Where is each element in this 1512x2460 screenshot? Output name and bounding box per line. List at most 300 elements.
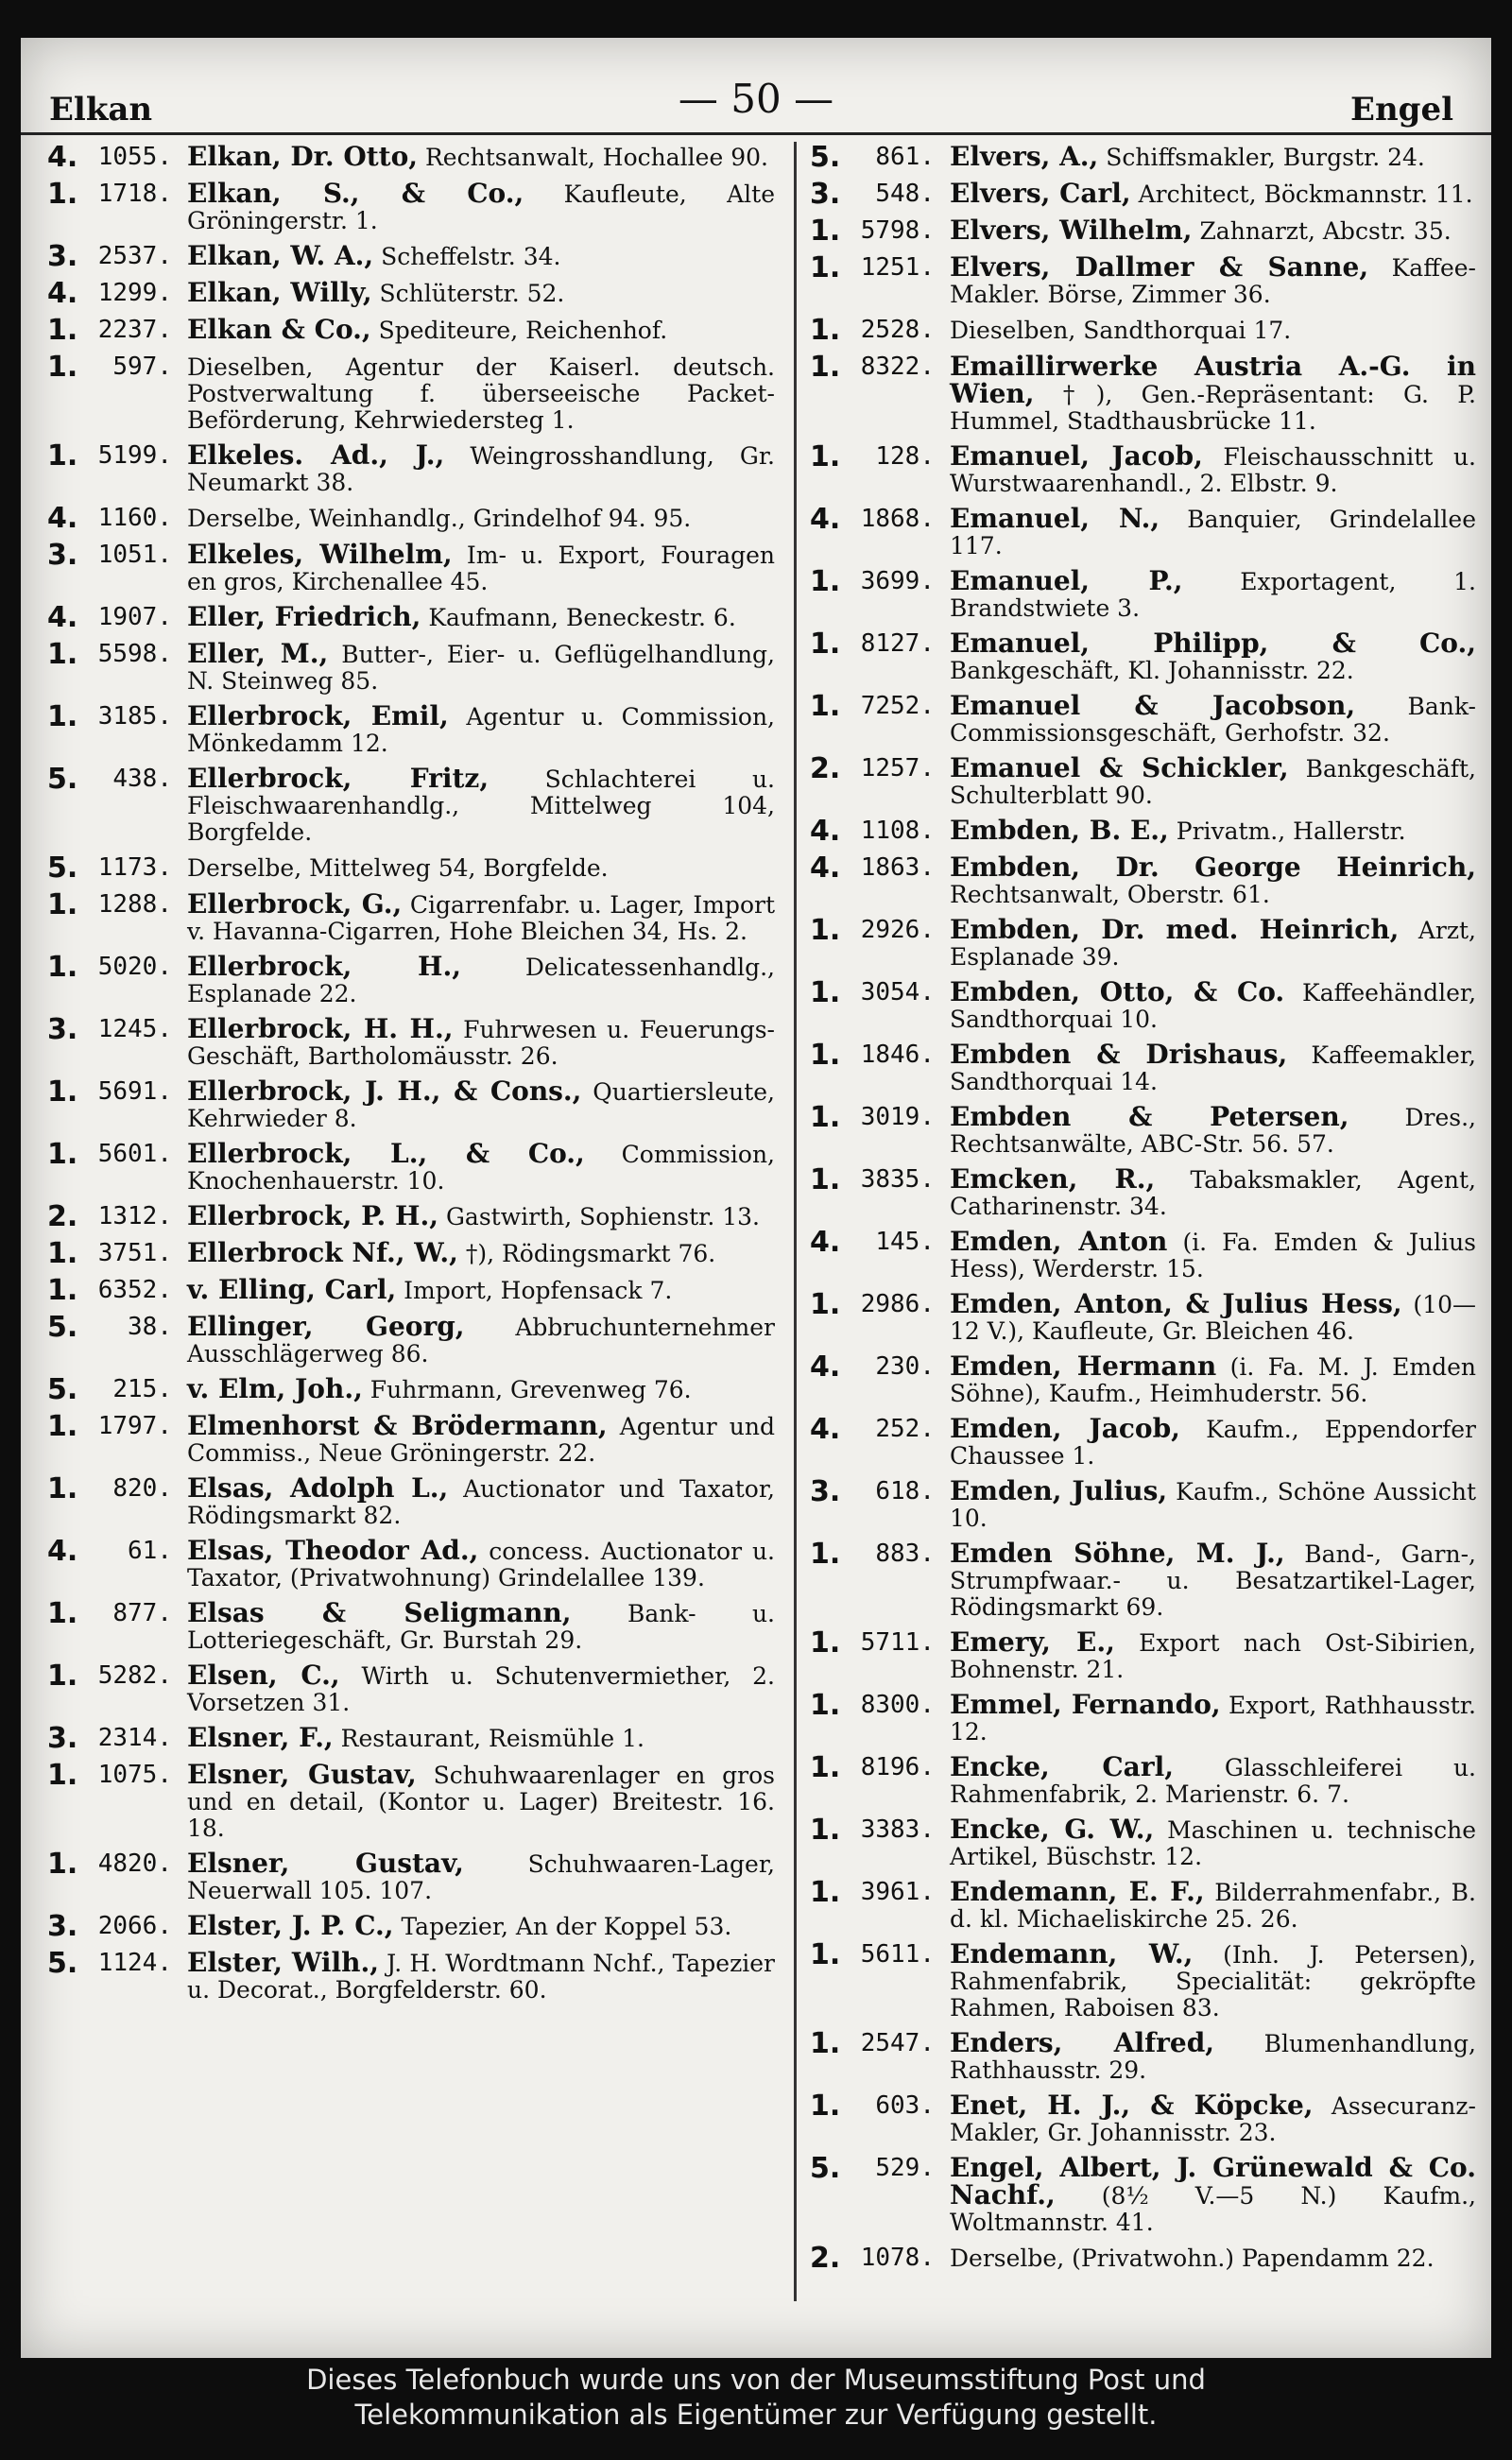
- footer-notice: [0, 2363, 1512, 2433]
- entry-text: [187, 1138, 775, 1195]
- directory-entry: [810, 2027, 1477, 2084]
- subscriber-details: concess. Auctionator u. Taxator, (Privatwohnung) Grindelallee 139.: [187, 1538, 775, 1591]
- subscriber-name: Ellerbrock, L., & Co.,: [187, 1138, 585, 1169]
- exchange-zone: 1.: [47, 1848, 78, 1881]
- subscriber-details: Kaffee-Makler. Börse, Zimmer 36.: [950, 254, 1476, 308]
- phone-number: 1245.: [97, 1015, 172, 1043]
- exchange-zone: 1.: [47, 1597, 78, 1630]
- phone-number: 1863.: [860, 853, 935, 882]
- directory-entry: [47, 763, 775, 846]
- subscriber-name: Emden, Jacob,: [950, 1413, 1180, 1444]
- entry-text: [187, 353, 775, 434]
- entry-text: [187, 601, 775, 632]
- directory-entry: [810, 1101, 1476, 1158]
- phone-number: 3383.: [860, 1815, 935, 1844]
- entry-text: [187, 700, 775, 757]
- exchange-zone: 1.: [810, 690, 841, 723]
- subscriber-name: Ellerbrock, Emil,: [187, 700, 449, 731]
- directory-entry: [810, 752, 1476, 809]
- subscriber-details: Fuhrmann, Grevenweg 76.: [369, 1376, 692, 1403]
- entry-text: [187, 638, 775, 695]
- directory-entry: [810, 178, 1476, 211]
- directory-entry: [810, 251, 1476, 308]
- entry-text: [950, 1689, 1476, 1746]
- directory-entry: [47, 539, 775, 595]
- directory-entry: [810, 217, 1476, 246]
- left-column: [47, 141, 776, 2012]
- directory-page: [21, 38, 1491, 2358]
- directory-entry: [810, 503, 1476, 559]
- phone-number: 3699.: [860, 567, 935, 595]
- phone-number: 3054.: [860, 978, 935, 1006]
- subscriber-name: Embden & Petersen,: [950, 1101, 1349, 1132]
- entry-text: [187, 1075, 775, 1132]
- directory-entry: [47, 1850, 775, 1904]
- subscriber-name: Ellerbrock, P. H.,: [187, 1200, 438, 1231]
- subscriber-details: Rechtsanwalt, Oberstr. 61.: [950, 881, 1270, 908]
- entry-text: [187, 1200, 775, 1231]
- entry-text: [950, 2092, 1476, 2146]
- exchange-zone: 4.: [47, 277, 78, 310]
- subscriber-details: Privatm., Hallerstr.: [1176, 817, 1406, 845]
- directory-entry: [47, 1535, 775, 1591]
- directory-entry: [47, 1910, 775, 1943]
- entry-text: [187, 1311, 775, 1368]
- directory-entry: [810, 976, 1477, 1033]
- subscriber-name: Ellerbrock, Fritz,: [187, 763, 490, 794]
- subscriber-name: Elkan, Willy,: [187, 277, 372, 308]
- entry-text: [187, 1722, 775, 1753]
- subscriber-details: Kaffeemakler, Sandthorquai 14.: [950, 1041, 1476, 1095]
- directory-entry: [810, 2152, 1476, 2236]
- entry-text: [950, 1041, 1476, 1095]
- phone-number: 2237.: [97, 316, 172, 344]
- entry-text: [187, 1472, 776, 1529]
- subscriber-name: Emden, Hermann: [950, 1350, 1217, 1382]
- subscriber-details: (i. Fa. M. J. Emden Söhne), Kaufm., Heimhuderstr. 56.: [950, 1353, 1476, 1407]
- directory-entry: [810, 141, 1476, 174]
- subscriber-details: †), Gen.-Repräsentant: G. P. Hummel, Stadthausbrücke 11.: [950, 381, 1476, 435]
- entry-text: [187, 1535, 775, 1591]
- entry-text: [950, 353, 1476, 435]
- subscriber-details: Schiffsmakler, Burgstr. 24.: [1106, 144, 1425, 171]
- entry-text: [187, 178, 775, 234]
- phone-number: 1078.: [860, 2244, 935, 2272]
- phone-number: 7252.: [860, 692, 935, 720]
- phone-number: 618.: [875, 1477, 935, 1505]
- entry-text: [187, 314, 775, 345]
- entry-text: [950, 178, 1476, 209]
- directory-entry: [47, 1311, 775, 1368]
- entry-text: [187, 1373, 775, 1404]
- exchange-zone: 1.: [47, 439, 78, 473]
- directory-entry: [47, 1274, 775, 1307]
- phone-number: 230.: [875, 1352, 935, 1381]
- subscriber-details: Export nach Ost-Sibirien, Bohnenstr. 21.: [950, 1629, 1476, 1683]
- exchange-zone: 1.: [47, 638, 78, 671]
- entry-text: [187, 1013, 775, 1070]
- entry-text: [950, 217, 1476, 245]
- entry-text: [187, 1597, 776, 1654]
- exchange-zone: 3.: [47, 1722, 78, 1755]
- exchange-zone: 3.: [810, 178, 841, 211]
- subscriber-name: Elsen, C.,: [187, 1660, 340, 1691]
- subscriber-details: (10—12 V.), Kaufleute, Gr. Bleichen 46.: [950, 1291, 1476, 1345]
- directory-entry: [810, 1413, 1476, 1470]
- directory-entry: [47, 1759, 775, 1842]
- directory-entry: [810, 2242, 1476, 2275]
- phone-number: 883.: [875, 1540, 935, 1568]
- phone-number: 529.: [875, 2154, 935, 2182]
- directory-entry: [810, 1475, 1476, 1532]
- entry-text: [187, 277, 775, 308]
- subscriber-name: Emanuel, P.,: [950, 565, 1183, 596]
- subscriber-name: Emden Söhne, M. J.,: [950, 1538, 1285, 1569]
- subscriber-name: Elkan, Dr. Otto,: [187, 141, 419, 172]
- exchange-zone: 1.: [810, 215, 841, 248]
- header-first-name: Elkan: [49, 91, 153, 129]
- subscriber-name: Elkeles, Wilhelm,: [187, 539, 453, 570]
- entry-text: [950, 1876, 1476, 1933]
- directory-entry: [47, 141, 775, 174]
- entry-text: [950, 1350, 1476, 1407]
- entry-text: [187, 1910, 775, 1941]
- entry-text: [187, 505, 775, 532]
- subscriber-details: (8½ V.—5 N.) Kaufm., Woltmannstr. 41.: [950, 2182, 1476, 2236]
- subscriber-name: Ellerbrock, H. H.,: [187, 1013, 454, 1044]
- phone-number: 2537.: [97, 242, 172, 270]
- subscriber-name: Eller, M.,: [187, 638, 329, 669]
- directory-entry: [47, 638, 775, 695]
- subscriber-name: Emanuel & Schickler,: [950, 752, 1289, 783]
- exchange-zone: 3.: [47, 1013, 78, 1046]
- directory-entry: [810, 2092, 1476, 2146]
- phone-number: 548.: [875, 180, 935, 208]
- subscriber-details: Kaufmann, Beneckestr. 6.: [428, 604, 736, 631]
- subscriber-details: Gastwirth, Sophienstr. 13.: [445, 1203, 760, 1230]
- exchange-zone: 1.: [810, 628, 841, 661]
- phone-number: 5691.: [97, 1077, 172, 1106]
- subscriber-details: Blumenhandlung, Rathhausstr. 29.: [950, 2030, 1477, 2084]
- subscriber-name: Emanuel & Jacobson,: [950, 690, 1356, 721]
- entry-text: [950, 141, 1476, 172]
- subscriber-details: Abbruchunternehmer Ausschlägerweg 86.: [187, 1314, 775, 1368]
- subscriber-details: J. H. Wordtmann Nchf., Tapezier u. Decorat., Borgfelderstr. 60.: [187, 1950, 775, 2004]
- entry-text: [950, 1413, 1476, 1470]
- phone-number: 1251.: [860, 253, 935, 282]
- subscriber-details: Banquier, Grindelallee 117.: [950, 506, 1476, 559]
- subscriber-details: Dieselben, Sandthorquai 17.: [950, 317, 1292, 344]
- directory-entry: [47, 1013, 775, 1070]
- directory-entry: [47, 700, 775, 757]
- phone-number: 5601.: [97, 1140, 172, 1168]
- exchange-zone: 4.: [47, 141, 78, 174]
- exchange-zone: 2.: [810, 752, 841, 785]
- phone-number: 5711.: [860, 1628, 935, 1657]
- phone-number: 3019.: [860, 1103, 935, 1131]
- exchange-zone: 1.: [810, 1689, 841, 1722]
- exchange-zone: 1.: [810, 565, 841, 598]
- subscriber-details: Quartiersleute, Kehrwieder 8.: [187, 1078, 775, 1132]
- directory-entry: [47, 1410, 775, 1467]
- exchange-zone: 2.: [810, 2242, 841, 2275]
- footer-line-1: Dieses Telefonbuch wurde uns von der Museumsstiftung Post und: [306, 2364, 1206, 2396]
- entry-text: [187, 763, 775, 846]
- subscriber-details: Cigarrenfabr. u. Lager, Import v. Havanna-Cigarren, Hohe Bleichen 34, Hs. 2.: [187, 891, 775, 945]
- subscriber-details: Assecuranz-Makler, Gr. Johannisstr. 23.: [950, 2092, 1476, 2146]
- entry-text: [950, 2152, 1476, 2236]
- directory-entry: [47, 1237, 775, 1270]
- header-last-name: Engel: [1350, 91, 1453, 129]
- exchange-zone: 3.: [47, 1910, 78, 1943]
- directory-entry: [810, 817, 1476, 846]
- phone-number: 5199.: [97, 441, 172, 470]
- exchange-zone: 1.: [47, 314, 78, 347]
- exchange-zone: 5.: [47, 1947, 78, 1980]
- entry-text: [187, 1410, 775, 1467]
- directory-entry: [810, 1938, 1477, 2021]
- subscriber-name: Embden, Otto, & Co.: [950, 976, 1285, 1007]
- subscriber-details: Fleischausschnitt u. Wurstwaarenhandl., 2. Elbstr. 9.: [950, 443, 1476, 497]
- entry-text: [187, 1759, 775, 1842]
- subscriber-details: Agentur u. Commission, Mönkedamm 12.: [187, 703, 775, 757]
- phone-number: 1173.: [97, 853, 172, 882]
- exchange-zone: 4.: [47, 502, 78, 535]
- directory-entry: [47, 1947, 775, 2004]
- entry-text: [950, 251, 1476, 308]
- subscriber-name: Elkan, W. A.,: [187, 240, 374, 271]
- directory-entry: [810, 854, 1476, 908]
- directory-entry: [47, 439, 776, 496]
- directory-entry: [810, 353, 1476, 435]
- subscriber-details: Glasschleiferei u. Rahmenfabrik, 2. Marienstr. 6. 7.: [950, 1754, 1476, 1808]
- subscriber-details: Butter-, Eier- u. Geflügelhandlung, N. Steinweg 85.: [187, 641, 775, 695]
- subscriber-details: Auctionator und Taxator, Rödingsmarkt 82.: [187, 1475, 776, 1529]
- phone-number: 1907.: [97, 603, 172, 631]
- exchange-zone: 5.: [47, 1373, 78, 1406]
- exchange-zone: 5.: [810, 141, 841, 174]
- directory-entry: [47, 951, 775, 1007]
- subscriber-details: Scheffelstr. 34.: [381, 243, 561, 270]
- exchange-zone: 1.: [810, 976, 841, 1009]
- directory-entry: [47, 1373, 775, 1406]
- phone-number: 5598.: [97, 640, 172, 668]
- directory-entry: [47, 888, 775, 945]
- subscriber-name: Elsner, Gustav,: [187, 1848, 464, 1879]
- exchange-zone: 4.: [47, 601, 78, 634]
- subscriber-name: Elster, J. P. C.,: [187, 1910, 394, 1941]
- exchange-zone: 1.: [47, 1472, 78, 1505]
- entry-text: [187, 854, 775, 882]
- subscriber-name: Emden, Anton, & Julius Hess,: [950, 1288, 1402, 1319]
- phone-number: 1846.: [860, 1041, 935, 1069]
- subscriber-details: Kaufm., Eppendorfer Chaussee 1.: [950, 1416, 1476, 1470]
- entry-text: [187, 1237, 775, 1268]
- phone-number: 3185.: [97, 702, 172, 731]
- subscriber-name: Engel, Albert, J. Grünewald & Co. Nachf.,: [950, 2152, 1476, 2211]
- phone-number: 877.: [112, 1599, 172, 1627]
- subscriber-name: Emden, Anton: [950, 1226, 1168, 1257]
- directory-entry: [810, 1816, 1476, 1870]
- entry-text: [950, 752, 1476, 809]
- exchange-zone: 1.: [810, 1814, 841, 1847]
- subscriber-details: Kaufleute, Alte Gröningerstr. 1.: [187, 181, 775, 234]
- entry-text: [187, 539, 775, 595]
- exchange-zone: 1.: [810, 1039, 841, 1072]
- directory-entry: [47, 240, 775, 273]
- phone-number: 1299.: [97, 279, 172, 307]
- entry-text: [187, 1850, 775, 1904]
- phone-number: 2066.: [97, 1912, 172, 1940]
- entry-text: [950, 630, 1476, 684]
- exchange-zone: 4.: [810, 1413, 841, 1446]
- subscriber-name: Elkan & Co.,: [187, 314, 371, 345]
- subscriber-name: Elkan, S., & Co.,: [187, 178, 524, 209]
- phone-number: 1051.: [97, 541, 172, 569]
- phone-number: 8300.: [860, 1691, 935, 1719]
- entry-text: [950, 1938, 1477, 2021]
- directory-entry: [47, 1597, 776, 1654]
- subscriber-name: Ellerbrock, H.,: [187, 951, 461, 982]
- phone-number: 8196.: [860, 1753, 935, 1781]
- phone-number: 438.: [112, 765, 172, 793]
- subscriber-name: Elvers, A.,: [950, 141, 1099, 172]
- entry-text: [950, 690, 1476, 747]
- phone-number: 8322.: [860, 353, 935, 381]
- exchange-zone: 1.: [810, 2090, 841, 2123]
- exchange-zone: 2.: [47, 1200, 78, 1233]
- entry-text: [187, 1947, 775, 2004]
- exchange-zone: 1.: [810, 1288, 841, 1321]
- subscriber-name: Elsas, Theodor Ad.,: [187, 1535, 479, 1566]
- phone-number: 2926.: [860, 916, 935, 944]
- subscriber-details: Bankgeschäft, Schulterblatt 90.: [950, 755, 1476, 809]
- entry-text: [187, 1662, 775, 1716]
- phone-number: 8127.: [860, 629, 935, 658]
- right-column: [810, 141, 1477, 2281]
- subscriber-name: Encke, Carl,: [950, 1751, 1174, 1782]
- subscriber-name: Elvers, Wilhelm,: [950, 215, 1193, 246]
- subscriber-name: Elsner, Gustav,: [187, 1759, 417, 1790]
- exchange-zone: 1.: [47, 1138, 78, 1171]
- subscriber-details: Tabaksmakler, Agent, Catharinenstr. 34.: [950, 1166, 1477, 1220]
- entry-text: [187, 240, 775, 271]
- entry-text: [950, 503, 1476, 559]
- subscriber-details: Exportagent, 1. Brandstwiete 3.: [950, 568, 1476, 622]
- phone-number: 1160.: [97, 504, 172, 532]
- directory-entry: [810, 1689, 1476, 1746]
- subscriber-details: Export, Rathhausstr. 12.: [950, 1692, 1476, 1746]
- subscriber-details: Zahnarzt, Abcstr. 35.: [1199, 217, 1452, 245]
- subscriber-name: Embden, Dr. George Heinrich,: [950, 852, 1476, 883]
- directory-entry: [47, 1662, 775, 1716]
- phone-number: 5798.: [860, 216, 935, 245]
- exchange-zone: 1.: [47, 951, 78, 984]
- subscriber-details: Bank- u. Lotteriegeschäft, Gr. Burstah 29.: [187, 1600, 776, 1654]
- subscriber-name: Elsas & Seligmann,: [187, 1597, 572, 1628]
- subscriber-details: Bank-Commissionsgeschäft, Gerhofstr. 32.: [950, 693, 1476, 747]
- subscriber-name: Ellerbrock, J. H., & Cons.,: [187, 1075, 582, 1107]
- subscriber-name: Ellinger, Georg,: [187, 1311, 465, 1342]
- entry-text: [950, 1626, 1476, 1683]
- exchange-zone: 3.: [47, 539, 78, 572]
- entry-text: [950, 1226, 1477, 1282]
- directory-entry: [810, 1288, 1476, 1345]
- exchange-zone: 1.: [47, 1660, 78, 1693]
- exchange-zone: 1.: [47, 351, 78, 384]
- phone-number: 1312.: [97, 1202, 172, 1230]
- directory-entry: [810, 630, 1476, 684]
- subscriber-name: Elsner, F.,: [187, 1722, 334, 1753]
- subscriber-details: (Inh. J. Petersen), Rahmenfabrik, Specialität: gekröpfte Rahmen, Raboisen 83.: [950, 1941, 1477, 2021]
- exchange-zone: 1.: [810, 440, 841, 473]
- exchange-zone: 1.: [810, 351, 841, 384]
- directory-entry: [810, 1876, 1476, 1933]
- subscriber-details: Commission, Knochenhauerstr. 10.: [187, 1141, 775, 1195]
- subscriber-name: Endemann, E. F.,: [950, 1876, 1205, 1907]
- phone-number: 5611.: [860, 1940, 935, 1969]
- subscriber-details: Schlüterstr. 52.: [379, 280, 565, 307]
- entry-text: [950, 2027, 1477, 2084]
- exchange-zone: 5.: [47, 852, 78, 885]
- phone-number: 1797.: [97, 1412, 172, 1440]
- entry-text: [950, 976, 1477, 1033]
- phone-number: 1288.: [97, 890, 172, 919]
- entry-text: [950, 854, 1476, 908]
- phone-number: 38.: [128, 1313, 172, 1341]
- directory-entry: [810, 1540, 1476, 1621]
- entry-text: [950, 1475, 1476, 1532]
- subscriber-details: Schlachterei u. Fleischwaarenhandlg., Mittelweg 104, Borgfelde.: [187, 766, 775, 846]
- subscriber-name: v. Elling, Carl,: [187, 1274, 397, 1305]
- phone-number: 4820.: [97, 1849, 172, 1878]
- column-divider: [794, 142, 797, 2301]
- exchange-zone: 4.: [810, 503, 841, 536]
- subscriber-details: Dres., Rechtsanwälte, ABC-Str. 56. 57.: [950, 1104, 1476, 1158]
- exchange-zone: 3.: [810, 1475, 841, 1508]
- subscriber-details: Schuhwaarenlager en gros und en detail, (Kontor u. Lager) Breitestr. 16. 18.: [187, 1762, 775, 1842]
- subscriber-details: (i. Fa. Emden & Julius Hess), Werderstr. 15.: [950, 1229, 1477, 1282]
- subscriber-name: Ellerbrock Nf., W.,: [187, 1237, 458, 1268]
- entry-text: [950, 1163, 1477, 1220]
- directory-entry: [47, 353, 775, 434]
- entry-text: [187, 439, 776, 496]
- entry-text: [950, 1751, 1476, 1808]
- phone-number: 1055.: [97, 143, 172, 171]
- exchange-zone: 5.: [47, 763, 78, 796]
- phone-number: 252.: [875, 1415, 935, 1443]
- directory-entry: [810, 1163, 1477, 1220]
- subscriber-details: Restaurant, Reismühle 1.: [340, 1725, 644, 1752]
- exchange-zone: 1.: [810, 1626, 841, 1660]
- phone-number: 603.: [875, 2091, 935, 2120]
- entry-text: [187, 951, 775, 1007]
- subscriber-name: Eller, Friedrich,: [187, 601, 421, 632]
- subscriber-details: Spediteure, Reichenhof.: [378, 317, 668, 344]
- phone-number: 1124.: [97, 1949, 172, 1977]
- phone-number: 1868.: [860, 505, 935, 533]
- phone-number: 861.: [875, 143, 935, 171]
- exchange-zone: 1.: [47, 1410, 78, 1443]
- exchange-zone: 1.: [47, 1274, 78, 1307]
- exchange-zone: 5.: [47, 1311, 78, 1344]
- phone-number: 2986.: [860, 1290, 935, 1318]
- subscriber-name: Emmel, Fernando,: [950, 1689, 1221, 1720]
- entry-text: [950, 1816, 1476, 1870]
- exchange-zone: 1.: [810, 1938, 841, 1971]
- subscriber-details: Wirth u. Schutenvermiether, 2. Vorsetzen 31.: [187, 1662, 776, 1716]
- subscriber-name: Emanuel, Jacob,: [950, 440, 1203, 472]
